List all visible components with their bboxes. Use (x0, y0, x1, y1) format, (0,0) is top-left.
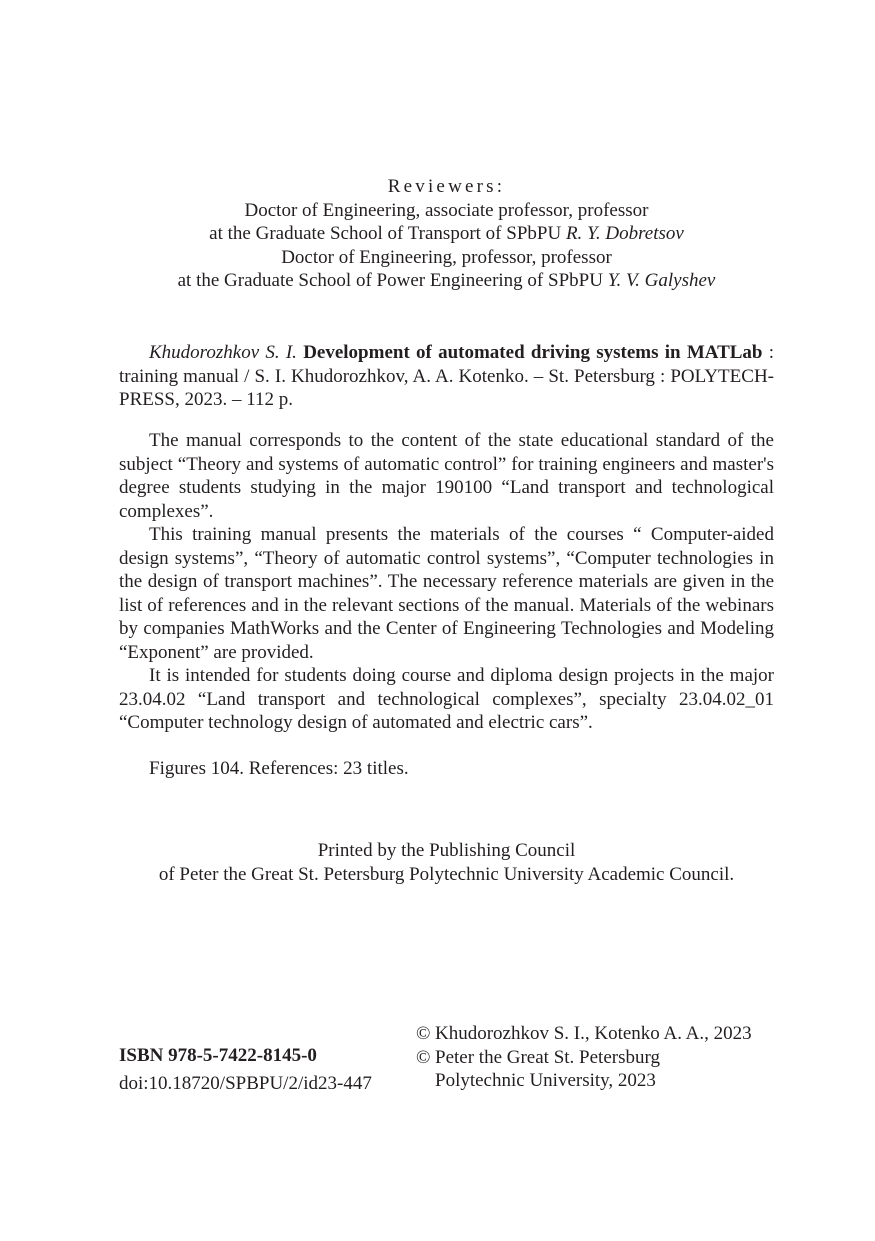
biblio-title: Development of automated driving systems in MATLab (303, 342, 763, 363)
biblio-author: Khudorozhkov S. I. (149, 342, 297, 363)
reviewer-2-role: Doctor of Engineering, professor, professor (281, 246, 612, 268)
figures-references-count: Figures 104. References: 23 titles. (149, 758, 409, 779)
copyright-holder-authors: Khudorozhkov S. I., Kotenko A. A., 2023 (435, 1023, 752, 1044)
reviewer-2-affiliation-line (119, 269, 774, 293)
abstract-paragraph-3: It is intended for students doing course and diploma design projects in the major 23.04.02 “Land transport and technological complexes”, specialty 23.04.02_01 “Computer technology design of automated and electric cars”. (119, 665, 774, 733)
abstract-section (119, 429, 774, 735)
reviewer-1-name: R. Y. Dobretsov (565, 223, 684, 244)
bibliographic-record (119, 341, 774, 412)
reviewer-1-role: Doctor of Engineering, associate professor, professor (244, 199, 649, 221)
printed-by-line-2: of Peter the Great St. Petersburg Polytechnic University Academic Council. (158, 863, 735, 885)
copyright-line-1 (416, 1022, 786, 1046)
copyright-holder-university: Peter the Great St. Petersburg (435, 1046, 660, 1068)
isbn-number: ISBN 978-5-7422-8145-0 (119, 1045, 317, 1066)
copyright-symbol: © (416, 1046, 431, 1068)
copyright-line-2 (416, 1046, 786, 1070)
abstract-paragraph-1: The manual corresponds to the content of the state educational standard of the subject “Theory and systems of automatic control” for training engineers and master's degree students studying in the major 190100 “Land transport and technological complexes”. (119, 430, 774, 522)
printed-by-note (100, 839, 793, 886)
reviewers-title: Reviewers: (387, 176, 506, 197)
copyright-symbol: © (416, 1023, 431, 1044)
isbn-doi-block (119, 1042, 409, 1098)
copyright-line-3: Polytechnic University, 2023 (435, 1070, 656, 1091)
biblio-details: : training manual / S. I. Khudorozhkov, A. A. Kotenko. – St. Petersburg : POLYTECH-PRESS, 2023. – 112 p. (119, 342, 775, 410)
doi: doi:10.18720/SPBPU/2/id23-447 (119, 1073, 372, 1094)
copyright-block (416, 1022, 786, 1093)
reviewer-2-name: Y. V. Galyshev (607, 270, 716, 291)
reviewers-section (119, 175, 774, 293)
reviewer-1-affiliation: at the Graduate School of Transport of SPbPU (209, 223, 562, 244)
reviewer-2-affiliation: at the Graduate School of Power Engineering of SPbPU (177, 270, 603, 291)
reviewer-1-affiliation-line (119, 222, 774, 246)
printed-by-line-1: Printed by the Publishing Council (317, 840, 576, 861)
abstract-paragraph-2: This training manual presents the materials of the courses “ Computer-aided design systems”, “Theory of automatic control systems”, “Computer technologies in the design of transport machines”. The necessary reference materials are given in the list of references and in the relevant sections of the manual. Materials of the webinars by companies MathWorks and the Center of Engineering Technologies and Modeling “Exponent” are provided. (119, 524, 774, 663)
